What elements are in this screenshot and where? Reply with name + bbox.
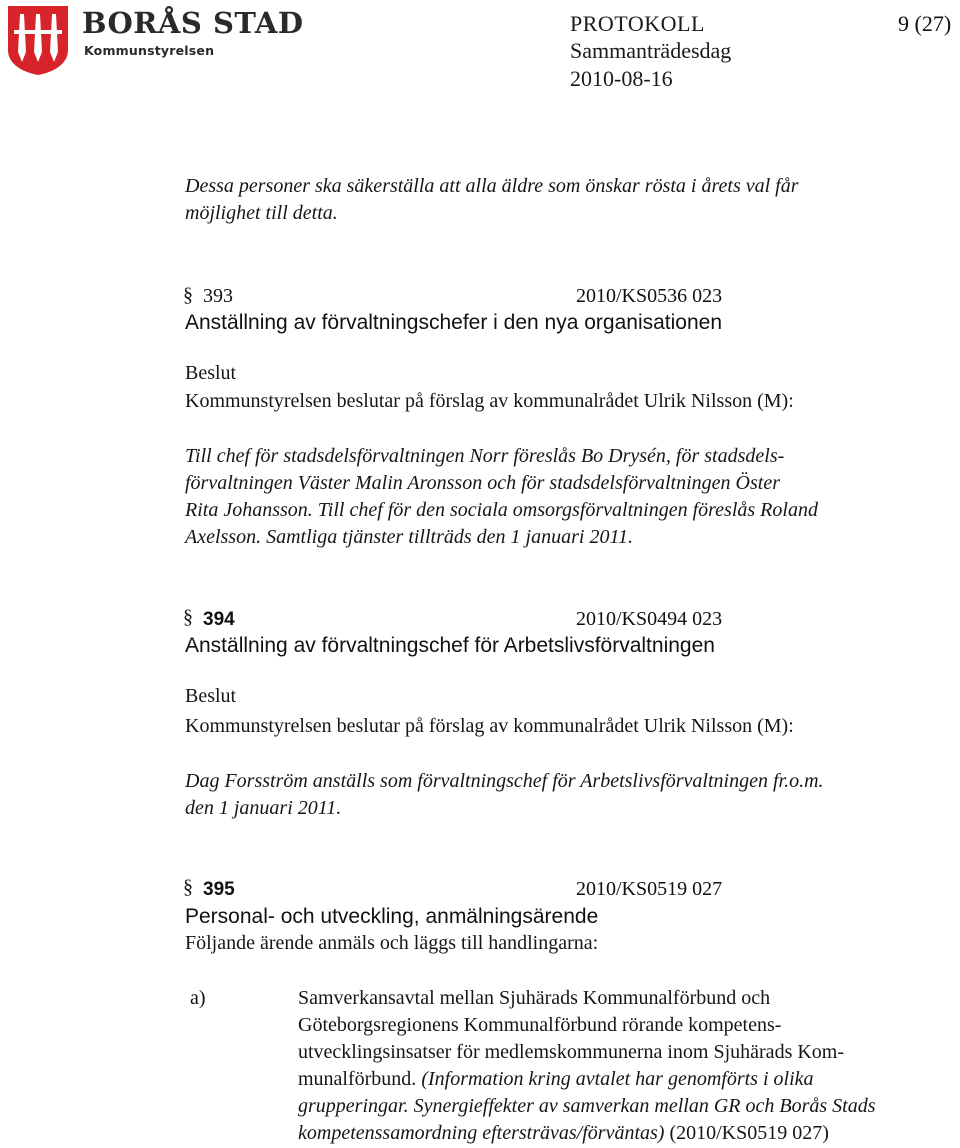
list-item-reference: (2010/KS0519 027) [664, 1122, 829, 1144]
boras-stad-logo-icon [6, 4, 70, 76]
decision-line: Dag Forsström anställs som förvaltningschef för Arbetslivsförvaltningen fr.o.m. [185, 770, 824, 792]
decision-line: den 1 januari 2011. [185, 797, 342, 819]
decision-line: Rita Johansson. Till chef för den sociala omsorgsförvaltningen föreslås Roland [185, 499, 818, 521]
section-sign-icon: § [183, 606, 193, 628]
intro-line: Dessa personer ska säkerställa att alla äldre som önskar rösta i årets val får [185, 175, 799, 197]
beslut-label: Beslut [185, 685, 237, 707]
decision-line: förvaltningen Väster Malin Aronsson och för stadsdelsförvaltningen Öster [185, 472, 780, 494]
list-item-line [298, 1066, 814, 1093]
section-number: 394 [203, 609, 235, 630]
list-item-text: munalförbund. [298, 1068, 422, 1090]
decision-line: Till chef för stadsdelsförvaltningen Norr föreslås Bo Drysén, för stadsdels- [185, 445, 785, 467]
list-item-note: (Information kring avtalet har genomförts i olika [421, 1068, 814, 1090]
page-number: 9 (27) [898, 11, 952, 36]
intro-line: möjlighet till detta. [185, 202, 338, 224]
section-title: Anställning av förvaltningschefer i den nya organisationen [185, 311, 723, 334]
list-item-line: Göteborgsregionens Kommunalförbund rörande kompetens- [298, 1014, 782, 1036]
case-reference: 2010/KS0494 023 [576, 608, 723, 630]
section-title: Personal- och utveckling, anmälningsärende [185, 905, 599, 928]
doc-type: PROTOKOLL [570, 11, 705, 36]
decision-lead: Kommunstyrelsen beslutar på förslag av kommunalrådet Ulrik Nilsson (M): [185, 715, 794, 737]
list-item-note: kompetenssamordning eftersträvas/förväntas) [298, 1122, 665, 1144]
decision-lead: Kommunstyrelsen beslutar på förslag av kommunalrådet Ulrik Nilsson (M): [185, 390, 794, 412]
list-item-line: grupperingar. Synergieffekter av samverkan mellan GR och Borås Stads [298, 1095, 876, 1117]
meeting-label: Sammanträdesdag [570, 38, 732, 63]
section-number: 395 [203, 879, 235, 900]
meeting-date: 2010-08-16 [570, 66, 673, 91]
beslut-label: Beslut [185, 362, 237, 384]
section-sign-icon: § [183, 284, 193, 306]
section-title: Anställning av förvaltningschef för Arbetslivsförvaltningen [185, 634, 715, 657]
org-unit: Kommunstyrelsen [84, 43, 215, 58]
case-reference: 2010/KS0536 023 [576, 285, 723, 307]
section-number: 393 [203, 285, 233, 307]
decision-line: Axelsson. Samtliga tjänster tillträds den 1 januari 2011. [185, 526, 633, 548]
list-item-line: utvecklingsinsatser för medlemskommunerna inom Sjuhärads Kom- [298, 1041, 845, 1063]
notice-lead: Följande ärende anmäls och läggs till handlingarna: [185, 932, 599, 954]
list-item-line [298, 1120, 829, 1147]
list-item-line: Samverkansavtal mellan Sjuhärads Kommunalförbund och [298, 987, 771, 1009]
list-item-label: a) [190, 987, 206, 1009]
org-name: BORÅS STAD [82, 6, 304, 40]
case-reference: 2010/KS0519 027 [576, 878, 723, 900]
section-sign-icon: § [183, 876, 193, 898]
